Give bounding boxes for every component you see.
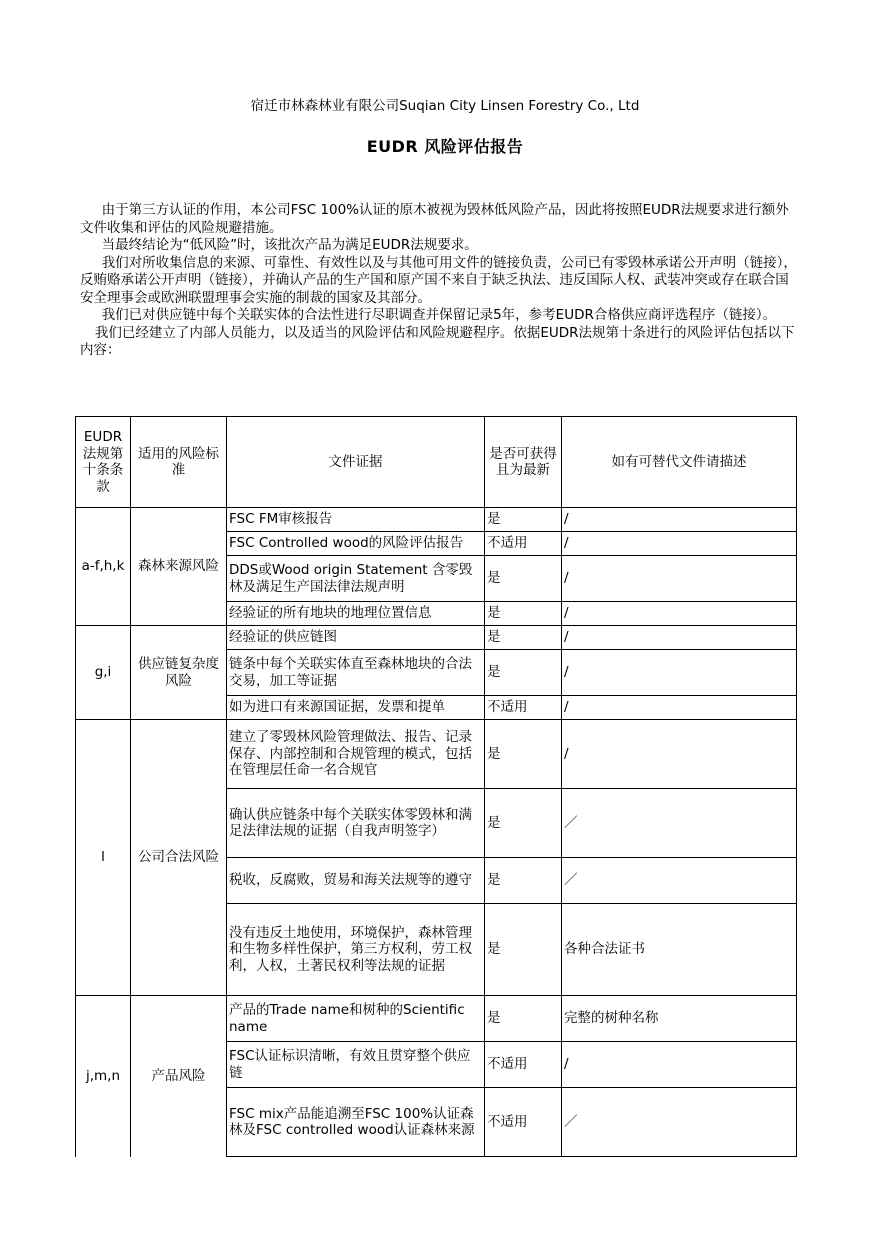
table-row — [76, 626, 797, 650]
header-evidence: 文件证据 — [227, 417, 485, 508]
header-available: 是否可获得且为最新 — [485, 417, 562, 508]
available-cell: 是 — [485, 556, 562, 602]
intro-paragraph: 当最终结论为“低风险”时，该批次产品为满足EUDR法规要求。 — [101, 237, 478, 253]
evidence-cell: FSC认证标识清晰，有效且贯穿整个供应链 — [227, 1042, 485, 1088]
table-header-row — [76, 417, 797, 508]
available-cell: 是 — [485, 650, 562, 696]
risk-cell: 产品风险 — [131, 996, 227, 1157]
alternative-cell: 各种合法证书 — [562, 904, 797, 996]
intro-paragraph: 我们已经建立了内部人员能力，以及适当的风险评估和风险规避程序。依据EUDR法规第十条进行的风险评估包括以下内容： — [80, 324, 795, 358]
available-cell: 不适用 — [485, 696, 562, 720]
available-cell: 不适用 — [485, 532, 562, 556]
alternative-cell: ／ — [562, 789, 797, 858]
evidence-cell: 经验证的供应链图 — [227, 626, 485, 650]
intro-text — [80, 202, 800, 360]
alternative-cell: / — [562, 720, 797, 789]
risk-cell: 供应链复杂度风险 — [131, 626, 227, 720]
alternative-cell: 完整的树种名称 — [562, 996, 797, 1042]
article-cell: a-f,h,k — [76, 508, 131, 626]
available-cell: 是 — [485, 996, 562, 1042]
company-name: 宿迁市林森林业有限公司Suqian City Linsen Forestry Co., Ltd — [250, 98, 640, 114]
intro-paragraph: 由于第三方认证的作用，本公司FSC 100%认证的原木被视为毁林低风险产品，因此将按照EUDR法规要求进行额外文件收集和评估的风险规避措施。 — [80, 202, 789, 236]
evidence-cell: 没有违反土地使用，环境保护，森林管理和生物多样性保护，第三方权利，劳工权利，人权，土著民权利等法规的证据 — [227, 904, 485, 996]
alternative-cell: / — [562, 508, 797, 532]
table-row — [76, 508, 797, 532]
evidence-cell: 经验证的所有地块的地理位置信息 — [227, 602, 485, 626]
alternative-cell: / — [562, 556, 797, 602]
available-cell: 是 — [485, 508, 562, 532]
risk-assessment-table — [75, 416, 797, 1157]
evidence-cell: FSC Controlled wood的风险评估报告 — [227, 532, 485, 556]
table-row — [76, 996, 797, 1042]
alternative-cell: / — [562, 532, 797, 556]
header-article: EUDR法规第十条条款 — [76, 417, 131, 508]
intro-paragraph: 我们已对供应链中每个关联实体的合法性进行尽职调查并保留记录5年，参考EUDR合格供应商评选程序（链接）。 — [101, 307, 777, 323]
report-title: EUDR 风险评估报告 — [366, 137, 524, 156]
available-cell: 不适用 — [485, 1088, 562, 1157]
article-cell: g,i — [76, 626, 131, 720]
evidence-cell: 如为进口有来源国证据，发票和提单 — [227, 696, 485, 720]
alternative-cell: / — [562, 602, 797, 626]
risk-cell: 公司合法风险 — [131, 720, 227, 996]
header-alternative: 如有可替代文件请描述 — [562, 417, 797, 508]
intro-paragraph: 我们对所收集信息的来源、可靠性、有效性以及与其他可用文件的链接负责，公司已有零毁林承诺公开声明（链接），反贿赂承诺公开声明（链接），并确认产品的生产国和原产国不来自于缺乏执法、违反国际人权、武装冲突或存在联合国安全理事会或欧洲联盟理事会实施的制裁的国家及其部分。 — [80, 254, 797, 306]
alternative-cell: / — [562, 696, 797, 720]
table-row — [76, 720, 797, 789]
evidence-cell: 产品的Trade name和树种的Scientific name — [227, 996, 485, 1042]
evidence-cell: DDS或Wood origin Statement 含零毁林及满足生产国法律法规声明 — [227, 556, 485, 602]
available-cell: 是 — [485, 858, 562, 904]
available-cell: 是 — [485, 602, 562, 626]
available-cell: 是 — [485, 720, 562, 789]
article-cell: j,m,n — [76, 996, 131, 1157]
risk-cell: 森林来源风险 — [131, 508, 227, 626]
evidence-cell: FSC FM审核报告 — [227, 508, 485, 532]
alternative-cell: ／ — [562, 1088, 797, 1157]
header-risk: 适用的风险标准 — [131, 417, 227, 508]
evidence-cell: 税收，反腐败，贸易和海关法规等的遵守 — [227, 858, 485, 904]
evidence-cell: FSC mix产品能追溯至FSC 100%认证森林及FSC controlled wood认证森林来源 — [227, 1088, 485, 1157]
available-cell: 是 — [485, 789, 562, 858]
evidence-cell: 链条中每个关联实体直至森林地块的合法交易，加工等证据 — [227, 650, 485, 696]
available-cell: 是 — [485, 626, 562, 650]
alternative-cell: / — [562, 1042, 797, 1088]
article-cell: l — [76, 720, 131, 996]
available-cell: 是 — [485, 904, 562, 996]
alternative-cell: / — [562, 626, 797, 650]
evidence-cell: 确认供应链条中每个关联实体零毁林和满足法律法规的证据（自我声明签字） — [227, 789, 485, 858]
alternative-cell: / — [562, 650, 797, 696]
evidence-cell: 建立了零毁林风险管理做法、报告、记录保存、内部控制和合规管理的模式，包括在管理层任命一名合规官 — [227, 720, 485, 789]
alternative-cell: ／ — [562, 858, 797, 904]
available-cell: 不适用 — [485, 1042, 562, 1088]
